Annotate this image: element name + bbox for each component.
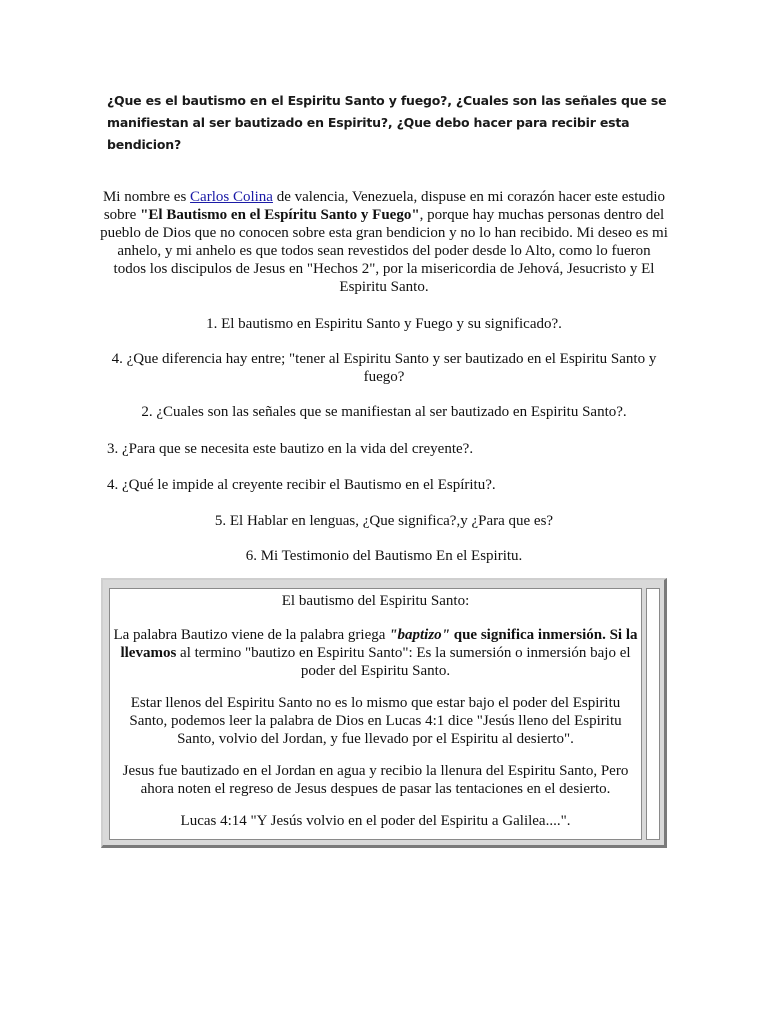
list-item: 1. El bautismo en Espiritu Santo y Fuego y su significado?. [206,316,562,332]
quote-frame [101,578,667,848]
box-p1-end: al termino "bautizo en Espiritu Santo": Es la sumersión o inmersión bajo el poder del Espiritu Santo. [176,645,631,679]
intro-part2: , porque hay muchas personas dentro del pueblo de Dios que no conocen sobre esta gran bendicion y no lo han recibido. Mi deseo es mi anhelo, y mi anhelo es que todos sean revestidos del poder desde lo Alto, como lo fueron todos los discipulos de Jesus en "Hechos 2", por la misericordia de Jehová, Jesucristo y El Espiritu Santo. [100,207,668,295]
box-paragraph-4: Lucas 4:14 "Y Jesús volvio en el poder del Espiritu a Galilea....". [180,813,571,829]
side-cell [646,588,660,840]
study-title: "El Bautismo en el Espíritu Santo y Fuego" [140,207,420,223]
list-item: 4. ¿Qué le impide al creyente recibir el Bautismo en el Espíritu?. [107,477,496,493]
box-paragraph-3: Jesus fue bautizado en el Jordan en agua y recibio la llenura del Espiritu Santo, Pero ahora noten el regreso de Jesus despues de pasar las tentaciones en el desierto. [122,763,629,797]
intro-paragraph [100,188,668,296]
intro-part1: de valencia, Venezuela, dispuse en mi corazón hacer este estudio sobre [103,189,666,223]
list-item: 5. El Hablar en lenguas, ¿Que significa?,y ¿Para que es? [214,513,554,529]
box-p1-bold: que significa inmersión. Si la llevamos [120,627,638,661]
list-item: 2. ¿Cuales son las señales que se manifiestan al ser bautizado en Espiritu Santo?. [141,404,627,420]
list-item: 6. Mi Testimonio del Bautismo En el Espiritu. [245,548,523,564]
list-item: 3. ¿Para que se necesita este bautizo en la vida del creyente?. [107,441,474,457]
document-heading: ¿Que es el bautismo en el Espiritu Santo y fuego?, ¿Cuales son las señales que se manifiestan al ser bautizado en Espiritu?, ¿Que debo hacer para recibir esta bendicion? [107,93,667,152]
box-p1-start: La palabra Bautizo viene de la palabra griega [113,627,390,643]
greek-word: "baptizo" [389,627,450,643]
intro-prefix: Mi nombre es [102,189,191,205]
box-paragraph-2: Estar llenos del Espiritu Santo no es lo mismo que estar bajo el poder del Espiritu Santo, podemos leer la palabra de Dios en Lucas 4:1 dice "Jesús lleno del Espiritu Santo, volvio del Jordan, y fue llevado por el Espiritu al desierto". [129,695,622,747]
list-item: 4. ¿Que diferencia hay entre; "tener al Espiritu Santo y ser bautizado en el Espiritu Santo y fuego? [111,351,657,385]
box-title: El bautismo del Espiritu Santo: [281,593,470,609]
author-link[interactable]: Carlos Colina [190,189,273,205]
quote-box [109,588,642,840]
quote-text [110,592,641,844]
box-paragraph-1 [110,626,641,680]
